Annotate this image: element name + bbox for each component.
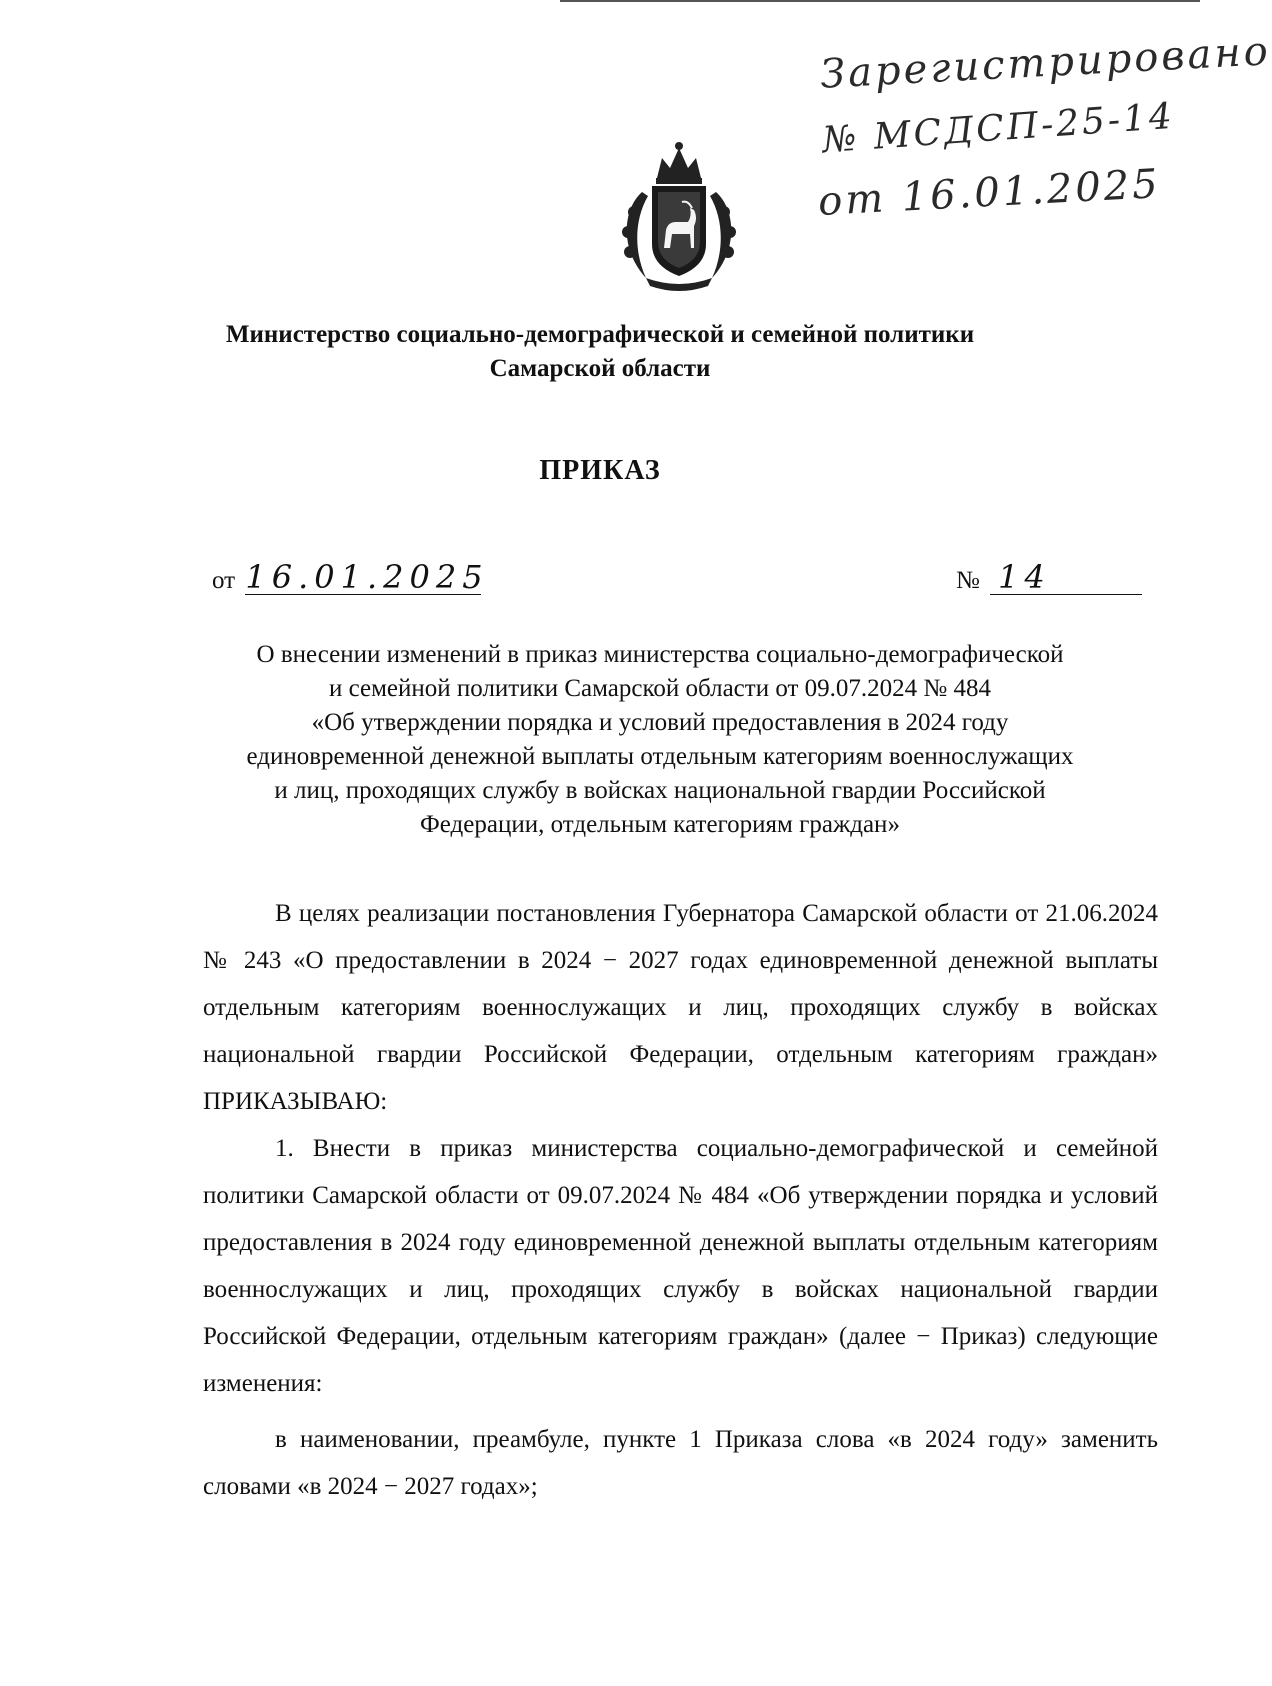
document-type: ПРИКАЗ <box>539 455 661 486</box>
ministry-name-line-1: Министерство социально-демографической и семейной политики <box>225 321 975 348</box>
subject-line-2: и семейной политики Самарской области от 09.07.2024 № 484 <box>328 675 992 702</box>
item-1-change-paragraph: в наименовании, преамбуле, пункте 1 Приказа слова «в 2024 году» заменить словами «в 2024 − 2027 годах»; <box>203 1426 1158 1500</box>
subject-line-4: единовременной денежной выплаты отдельным категориям военнослужащих <box>246 743 1074 770</box>
item-1-paragraph: 1. Внести в приказ министерства социально-демографической и семейной политики Самарской области от 09.07.2024 № 484 «Об утверждении порядка и условий предоставления в 2024 году единовременной денежной выплаты отдельным категориям военнослужащих и лиц, проходящих службу в войсках национальной гвардии Российской Федерации, отдельным категориям граждан» (далее − Приказ) следующие изменения: <box>203 1135 1158 1397</box>
ministry-name <box>150 318 1050 386</box>
subject-line-5: и лиц, проходящих службу в войсках национальной гвардии Российской <box>274 777 1046 804</box>
order-body <box>203 890 1158 1510</box>
preamble-paragraph: В целях реализации постановления Губернатора Самарской области от 21.06.2024 № 243 «О предоставлении в 2024 − 2027 годах единовременной денежной выплаты отдельным категориям военнослужащих и лиц, проходящих службу в войсках национальной гвардии Российской Федерации, отдельным категориям граждан» ПРИКАЗЫВАЮ: <box>203 900 1158 1115</box>
order-date <box>212 558 489 596</box>
subject-line-3: «Об утверждении порядка и условий предоставления в 2024 году <box>311 709 1009 736</box>
order-subject <box>190 638 1130 842</box>
subject-line-6: Федерации, отдельным категориям граждан» <box>420 811 900 838</box>
subject-line-1: О внесении изменений в приказ министерства социально-демографической <box>256 641 1064 668</box>
registration-line-3: от 16.01.2025 <box>817 161 1162 225</box>
order-number <box>956 560 1142 595</box>
ministry-name-line-2: Самарской области <box>489 355 711 382</box>
date-prefix: от <box>212 567 236 594</box>
scan-top-rule <box>560 0 1200 2</box>
date-value: 16.01.2025 <box>245 558 489 596</box>
registration-line-2: № МСДСП-25-14 <box>821 95 1177 162</box>
samara-coat-of-arms-icon <box>612 140 746 290</box>
registration-line-1: Зарегистрировано <box>819 28 1272 98</box>
number-prefix: № <box>956 567 980 594</box>
number-value: 14 <box>990 560 1142 595</box>
